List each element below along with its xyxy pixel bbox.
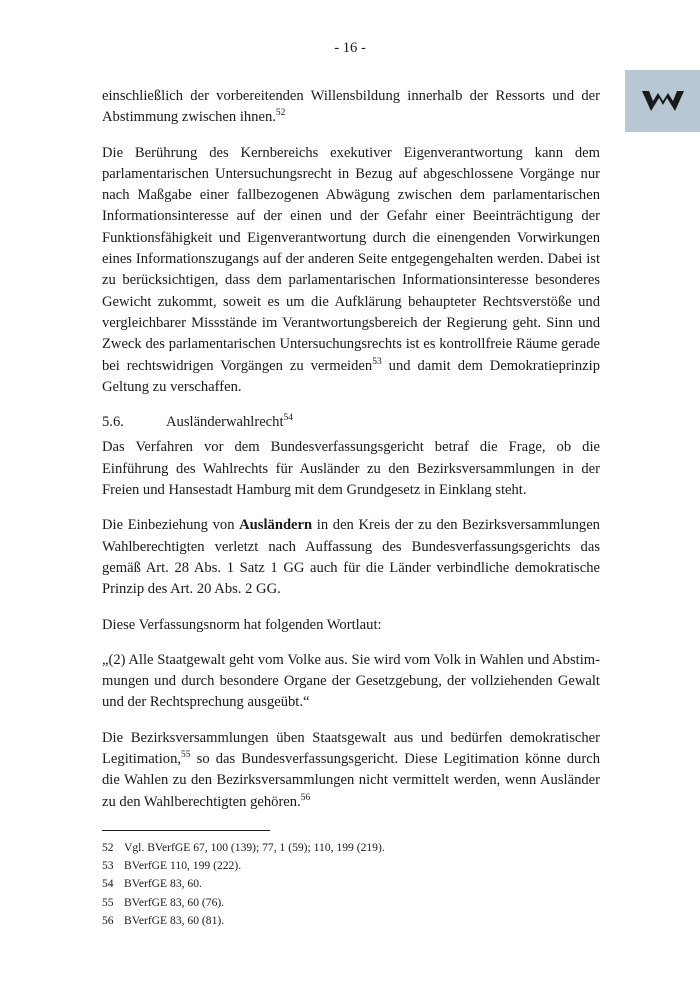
footnote-ref[interactable]: 53	[372, 356, 382, 367]
footnote	[102, 894, 600, 912]
footnote	[102, 912, 600, 930]
paragraph-text: „(2) Alle Staatgewalt geht vom Volke aus. Sie wird vom Volk in Wahlen und Abstimmungen und durch besondere Organe der Gesetzgebung, der vollziehenden Gewalt und der Rechtsprechung ausgeübt.“	[102, 651, 600, 711]
section-number: 5.6.	[102, 414, 124, 431]
footnote	[102, 857, 600, 875]
paragraph-text: und damit dem Demokratieprinzip Geltung zu verschaffen.	[102, 357, 600, 395]
paragraph	[102, 437, 600, 501]
paragraph-text: Diese Verfassungsnorm hat folgenden Wortlaut:	[102, 616, 382, 633]
footnote-ref[interactable]: 56	[300, 792, 311, 803]
paragraph	[102, 615, 600, 636]
footnote-text: BVerfGE 83, 60 (81).	[124, 913, 225, 927]
footnote-text: BVerfGE 83, 60.	[124, 877, 202, 891]
footnote-text: BVerfGE 110, 199 (222).	[124, 859, 242, 873]
footnote	[102, 839, 600, 857]
footnote-text: Vgl. BVerfGE 67, 100 (139); 77, 1 (59); 110, 199 (219).	[124, 841, 385, 854]
bold-term: Ausländern	[239, 517, 313, 534]
footnote	[102, 875, 600, 893]
footnote-number: 52	[102, 841, 114, 854]
paragraph	[102, 515, 600, 600]
footnote-divider	[102, 830, 270, 831]
footnote-number: 53	[102, 859, 114, 873]
paragraph	[102, 728, 600, 813]
quote-paragraph	[102, 650, 600, 714]
paragraph-text: in den Kreis der zu den Bezirksversammlungen Wahlberechtigten verletzt nach Auffassung des Bundesverfassungsgerichts das gemäß Art. 28 Abs. 1 Satz 1 GG auch für die Länder verbindliche demokratische Prinzip des Art. 20 Abs. 2 GG.	[102, 517, 600, 598]
w-logo-icon	[640, 88, 686, 114]
footnote-number: 56	[102, 913, 114, 927]
paragraph-text: einschließlich der vorbereitenden Willensbildung innerhalb der Ressorts und der Abstimmung zwischen ihnen.	[102, 88, 600, 126]
section-title: Ausländerwahlrecht	[166, 414, 284, 431]
logo	[625, 70, 700, 132]
paragraph-text: Die Berührung des Kernbereichs exekutiver Eigenverantwortung kann dem parlamentarischen Untersuchungsrecht in Bezug auf abgeschlossene Vorgänge nur nach Maßgabe einer fallbezogenen Abwägung zwischen dem parlamentarischen Informationsinteresse auf der einen und der Gefahr einer Beeinträchtigung der Funktionsfähigkeit und Eigenverantwortung durch die einengenden Vorwirkungen eines Informationszugangs auf der anderen Seite entgegengehalten werden. Dabei ist zu berücksichtigen, dass dem parlamentarischen Informationsinteresse besonderes Gewicht zukommt, soweit es um die Aufklärung behaupteter Rechtsverstöße und vergleichbarer Missstände im Verantwortungsbereich der Regierung geht. Sinn und Zweck des parlamentarischen Untersuchungsrechts ist es kontrollfreie Räume gerade bei rechtswidrigen Vorgängen zu vermeiden	[102, 144, 600, 374]
paragraph	[102, 86, 600, 129]
paragraph-text: Die Einbeziehung von	[102, 517, 240, 534]
paragraph-text: Die Bezirksversammlungen üben Staatsgewalt aus und bedürfen demokratischer Legitimation,	[102, 729, 600, 768]
footnote-text: BVerfGE 83, 60 (76).	[124, 895, 225, 909]
footnote-ref[interactable]: 52	[275, 108, 286, 119]
footnote-number: 54	[102, 877, 114, 891]
footnote-ref[interactable]: 54	[283, 413, 294, 424]
page-number: - 16 -	[334, 40, 366, 56]
paragraph	[102, 143, 600, 399]
paragraph-text: Das Verfahren vor dem Bundesverfassungsgericht betraf die Frage, ob die Einführung des Wahlrechts für Ausländer zu den Bezirksversammlungen in der Freien und Hansestadt Hamburg mit dem Grundgesetz in Einklang steht.	[102, 439, 600, 499]
footnote-number: 55	[102, 895, 114, 909]
footnote-ref[interactable]: 55	[181, 750, 191, 761]
section-heading	[102, 412, 600, 433]
body-text	[102, 86, 600, 827]
paragraph-text: so das Bundesverfassungsgericht. Diese Legitimation könne durch die Wahlen zu den Bezirksversammlungen nicht vermittelt werden, wenn Ausländer zu den Wahlberechtigten gehören.	[102, 751, 600, 810]
footnotes	[102, 839, 600, 930]
